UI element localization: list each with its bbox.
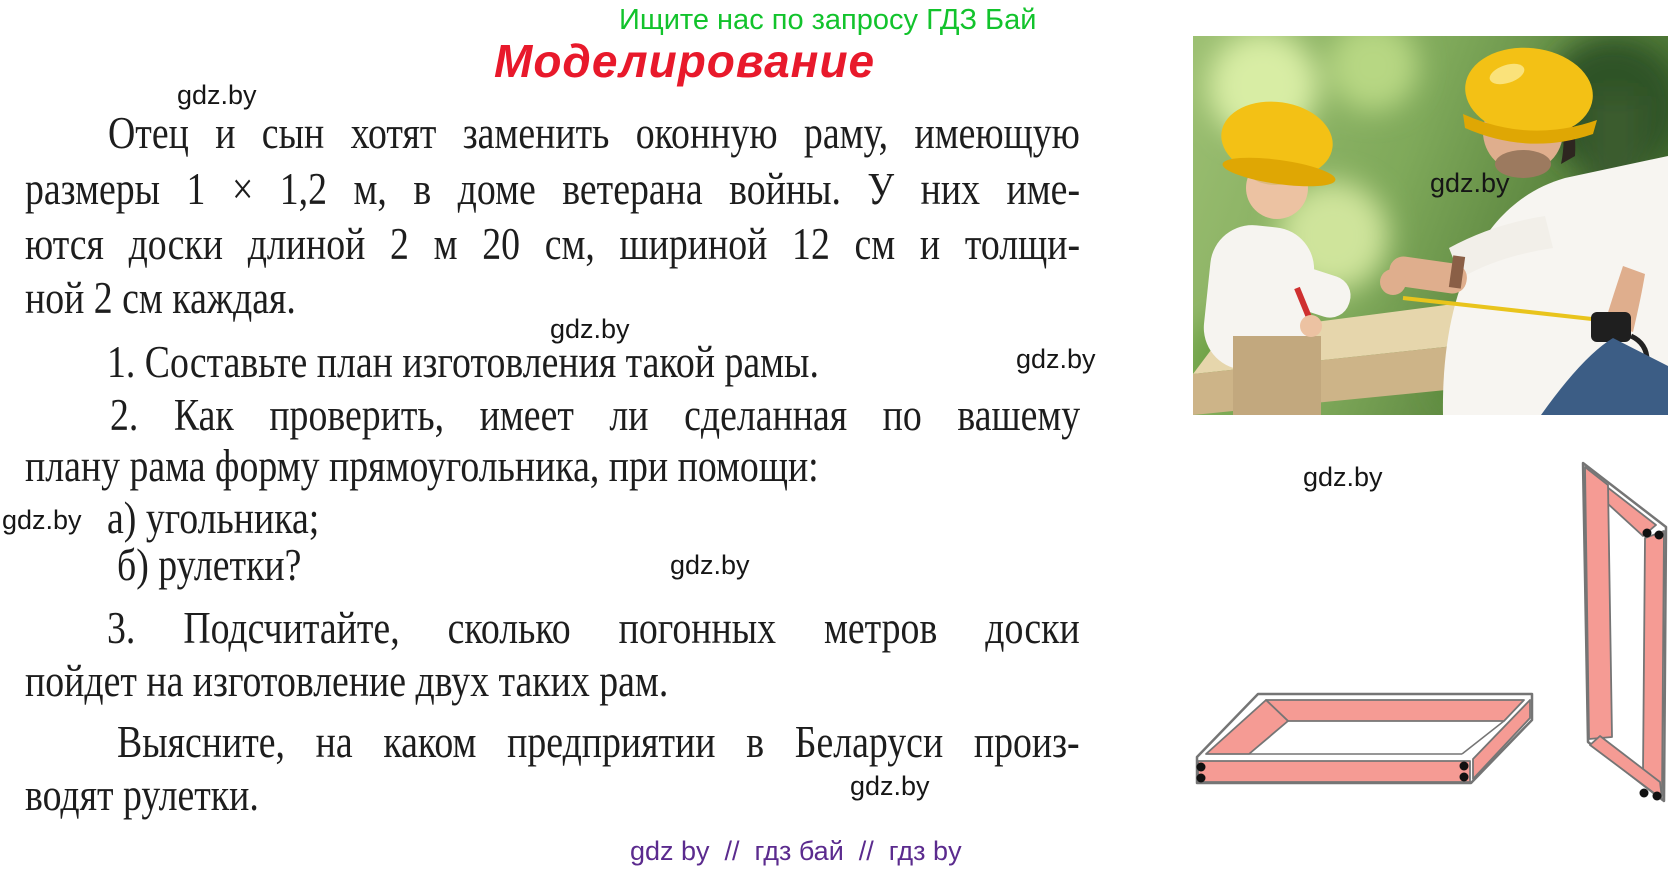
task-2-item-a: а) угольника; (107, 493, 320, 543)
problem-line-3: ются доски длиной 2 м 20 см, шириной 12 см и толщи- (25, 219, 1081, 269)
problem-line-4: ной 2 см каждая. (25, 273, 296, 323)
page-title: Моделирование (494, 35, 876, 87)
closing-line-2: водят рулетки. (25, 770, 259, 820)
tape-measure-body (1591, 312, 1631, 342)
task-2-item-b: б) рулетки? (117, 540, 302, 590)
frame-diagram-horizontal (1197, 694, 1533, 783)
watermark-paragraph: gdz.by (550, 314, 630, 344)
problem-line-2: размеры 1 × 1,2 м, в доме ветерана войны. У них име- (25, 164, 1081, 214)
photo-father-son (1193, 36, 1668, 415)
watermark-on-photo: gdz.by (1430, 168, 1510, 198)
task-2-line-1: 2. Как проверить, имеет ли сделанная по вашему (110, 390, 1081, 440)
watermark-below-photo: gdz.by (1303, 462, 1383, 492)
frame-diagrams (1120, 440, 1668, 872)
task-3-line-1: 3. Подсчитайте, сколько погонных метров доски (107, 603, 1080, 653)
watermark-middle: gdz.by (670, 550, 750, 580)
task-1: 1. Составьте план изготовления такой рамы. (107, 337, 819, 387)
promo-banner: Ищите нас по запросу ГДЗ Бай (619, 4, 1037, 36)
task-2-line-2: плану рама форму прямоугольника, при помощи: (25, 441, 819, 491)
watermark-left-edge: gdz.by (2, 505, 82, 535)
watermark-task1: gdz.by (1016, 344, 1096, 374)
footer-links: gdz by // гдз бай // гдз by (630, 836, 962, 866)
watermark-top-left: gdz.by (177, 80, 257, 110)
task-3-line-2: пойдет на изготовление двух таких рам. (25, 656, 669, 706)
problem-line-1: Отец и сын хотят заменить оконную раму, имеющую (108, 108, 1080, 158)
frame-diagram-vertical (1583, 463, 1666, 801)
closing-line-1: Выясните, на каком предприятии в Беларуси произ- (117, 717, 1080, 767)
watermark-bottom: gdz.by (850, 771, 930, 801)
